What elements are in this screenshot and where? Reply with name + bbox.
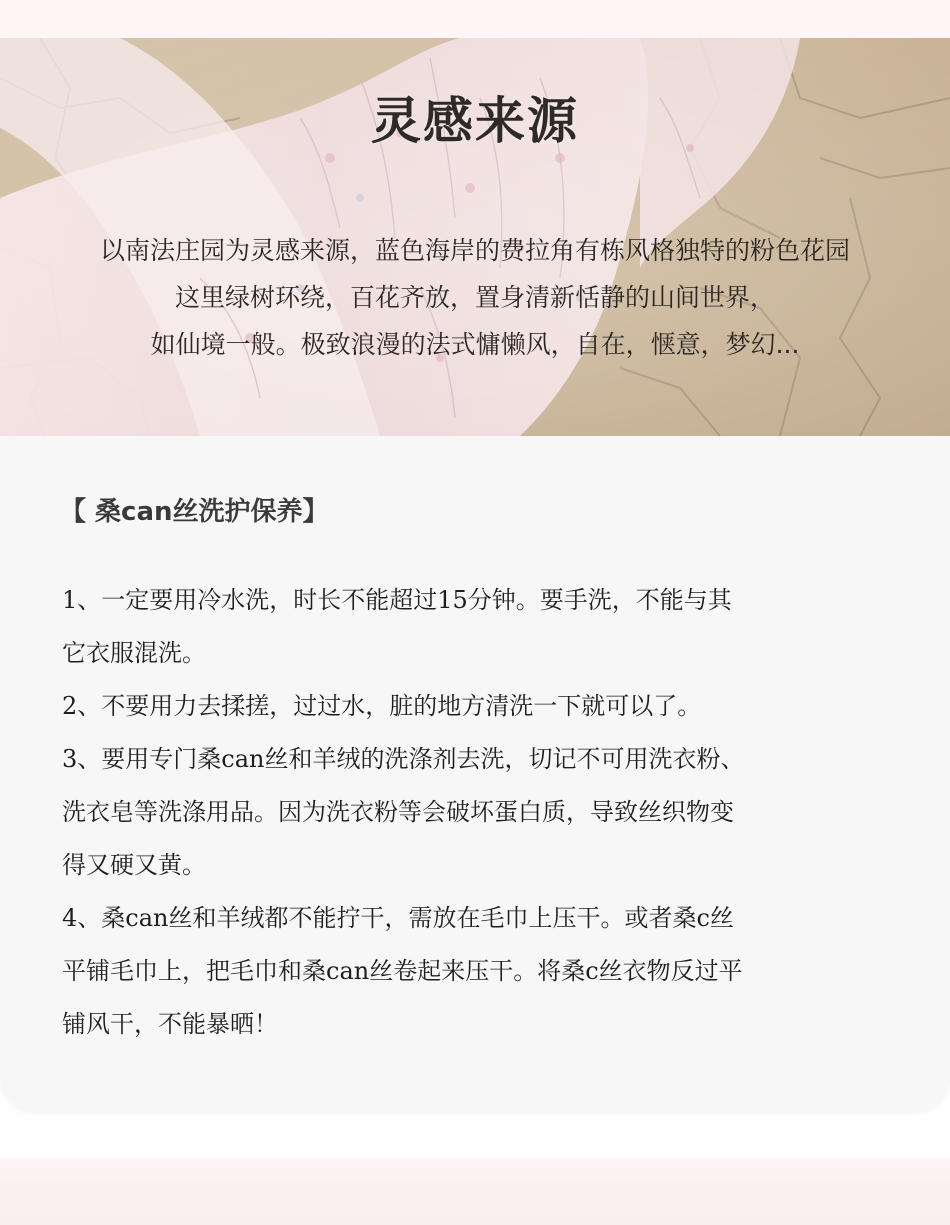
hero-description-line: 以南法庄园为灵感来源，蓝色海岸的费拉角有栋风格独特的粉色花园 [99,236,850,265]
care-text-line: 2、不要用力去揉搓，过过水，脏的地方清洗一下就可以了。 [62,692,702,720]
bottom-pink-strip [0,1158,950,1225]
care-text-line: 洗衣皂等洗涤用品。因为洗衣粉等会破坏蛋白质，导致丝织物变 [62,798,734,826]
hero-description-line: 如仙境一般。极致浪漫的法式慵懒风，自在，惬意，梦幻... [150,330,800,359]
care-instructions-list [62,574,922,1051]
care-text-line: 它衣服混洗。 [62,639,206,667]
care-instructions-card [0,436,950,1112]
care-text-line: 3、要用专门桑can丝和羊绒的洗涤剂去洗，切记不可用洗衣粉、 [62,745,745,773]
care-text-line: 1、一定要用冷水洗，时长不能超过15分钟。要手洗，不能与其 [62,586,732,614]
care-text-line: 铺风干，不能暴晒！ [62,1010,278,1038]
care-text-line: 4、桑can丝和羊绒都不能拧干，需放在毛巾上压干。或者桑c丝 [62,904,734,932]
inspiration-banner [0,38,950,436]
care-text-line: 得又硬又黄。 [62,851,206,879]
care-section-title: 【 桑can丝洗护保养】 [60,497,329,527]
hero-title: 灵感来源 [371,92,579,150]
hero-description [0,227,950,368]
hero-description-line: 这里绿树环绕，百花齐放，置身清新恬静的山间世界， [174,283,775,312]
top-pink-strip [0,0,950,38]
care-text-line: 平铺毛巾上，把毛巾和桑can丝卷起来压干。将桑c丝衣物反过平 [62,957,743,985]
